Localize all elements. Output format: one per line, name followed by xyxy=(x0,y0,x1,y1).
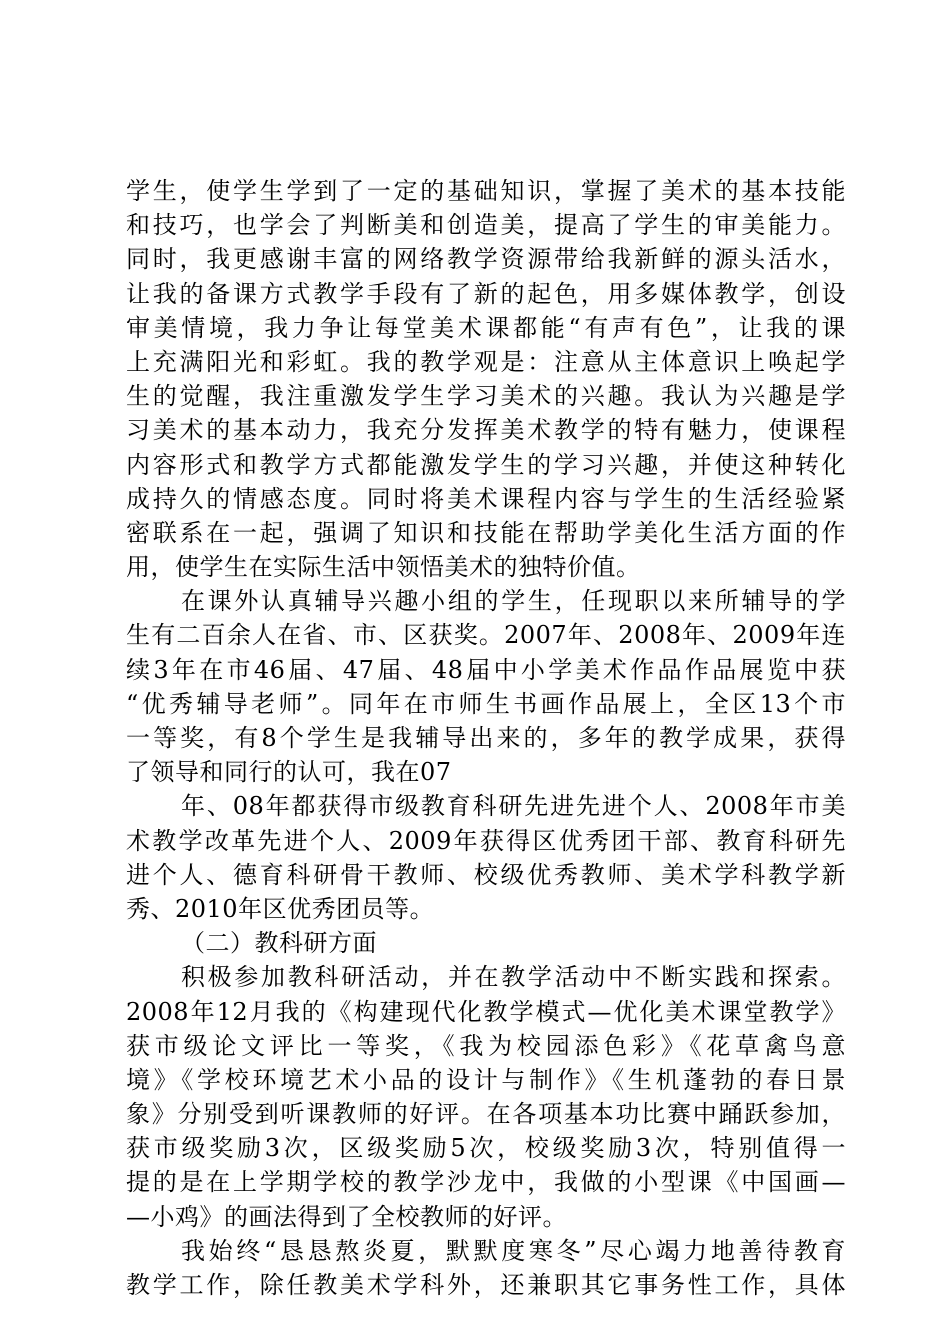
text-line: 密联系在一起，强调了知识和技能在帮助学美化生活方面的作 xyxy=(126,518,846,547)
text-line: 一等奖，有8个学生是我辅导出来的，多年的教学成果，获得 xyxy=(126,724,846,752)
text-line: 进个人、德育科研骨干教师、校级优秀教师、美术学科教学新 xyxy=(126,860,846,889)
text-line: 上充满阳光和彩虹。我的教学观是：注意从主体意识上唤起学 xyxy=(126,347,846,376)
text-line: 年、08年都获得市级教育科研先进先进个人、2008年市美 xyxy=(181,792,846,821)
text-line: 术教学改革先进个人、2009年获得区优秀团干部、教育科研先 xyxy=(126,826,846,855)
body-text xyxy=(126,174,846,1302)
text-line: 用，使学生在实际生活中领悟美术的独特价值。 xyxy=(126,553,641,582)
text-line: 成持久的情感态度。同时将美术课程内容与学生的生活经验紧 xyxy=(126,484,846,513)
text-line: —小鸡》的画法得到了全校教师的好评。 xyxy=(126,1202,567,1231)
text-line: 和技巧，也学会了判断美和创造美，提高了学生的审美能力。 xyxy=(126,211,846,240)
text-line: 象》分别受到听课教师的好评。在各项基本功比赛中踊跃参加， xyxy=(126,1100,846,1129)
text-line: 学生，使学生学到了一定的基础知识，掌握了美术的基本技能 xyxy=(126,177,846,205)
text-line: 积极参加教科研活动，并在教学活动中不断实践和探索。 xyxy=(181,963,846,992)
text-line: 教学工作，除任教美术学科外，还兼职其它事务性工作，具体 xyxy=(126,1271,846,1299)
text-line: 审美情境，我力争让每堂美术课都能“有声有色”，让我的课 xyxy=(126,313,846,342)
text-line: 生有二百余人在省、市、区获奖。2007年、2008年、2009年连 xyxy=(126,621,846,650)
text-line: 我始终“恳恳熬炎夏，默默度寒冬”尽心竭力地善待教育 xyxy=(181,1236,846,1265)
text-line: 续3年在市46届、47届、48届中小学美术作品作品展览中获 xyxy=(126,655,846,684)
text-line: 了领导和同行的认可，我在07 xyxy=(126,758,452,787)
text-line: 让我的备课方式教学手段有了新的起色，用多媒体教学，创设 xyxy=(126,279,846,308)
text-line: 获市级论文评比一等奖，《我为校园添色彩》《花草禽鸟意 xyxy=(126,1031,846,1060)
text-line: 获市级奖励3次，区级奖励5次，校级奖励3次，特别值得一 xyxy=(126,1134,846,1163)
text-line: 境》《学校环境艺术小品的设计与制作》《生机蓬勃的春日景 xyxy=(126,1065,846,1094)
text-line: “优秀辅导老师”。同年在市师生书画作品展上，全区13个市 xyxy=(126,689,846,718)
text-line: 在课外认真辅导兴趣小组的学生，任现职以来所辅导的学 xyxy=(181,587,846,616)
text-line: 习美术的基本动力，我充分发挥美术教学的特有魅力，使课程 xyxy=(126,416,846,445)
text-line: 秀、2010年区优秀团员等。 xyxy=(126,894,435,923)
text-line: 内容形式和教学方式都能激发学生的学习兴趣，并使这种转化 xyxy=(126,450,846,479)
text-line: 生的觉醒，我注重激发学生学习美术的兴趣。我认为兴趣是学 xyxy=(126,382,846,411)
text-line: （二）教科研方面 xyxy=(181,929,377,958)
text-line: 同时，我更感谢丰富的网络教学资源带给我新鲜的源头活水， xyxy=(126,245,846,274)
text-line: 2008年12月我的《构建现代化教学模式—优化美术课堂教学》 xyxy=(126,997,846,1026)
text-line: 提的是在上学期学校的教学沙龙中，我做的小型课《中国画— xyxy=(126,1168,846,1197)
